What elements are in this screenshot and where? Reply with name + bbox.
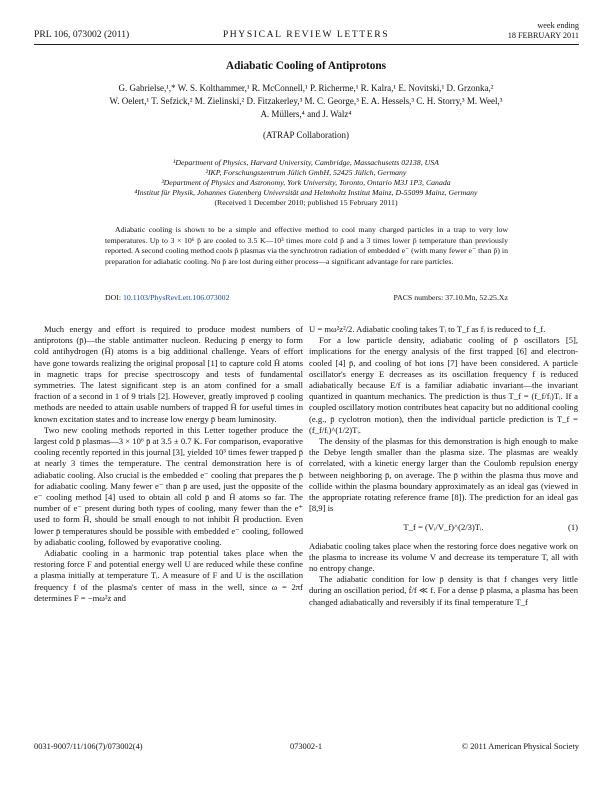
body-paragraph: Adiabatic cooling takes place when the restoring force does negative work on the plasma to increase its volume V and decrease its temperature T, all with no entropy change. [309, 540, 578, 574]
doi-label: DOI: [105, 293, 122, 302]
page-number: 073002-1 [289, 742, 323, 751]
body-column-right [309, 324, 578, 608]
body-paragraph: For a low particle density, adiabatic cooling of p̄ oscillators [5], implications for the energy analysis of the first trapped [6] and electron-cooled [4] p̄, and cooling of hot ions [7] have been considered. A particle oscillator's energy E decreases as its oscillation frequency f is reduced adiabatically because E/f is a familiar adiabatic invariant—the invariant quantized in quantum mechanics. The prediction is thus T_f = (f_f/fᵢ)Tᵢ. If a coupled oscillatory motion contributes heat capacity but no additional cooling (e.g., p̄ cyclotron motion), then the individual particle prediction is T_f = (f_f/fᵢ)^(1/2)Tᵢ. [309, 335, 578, 435]
body-paragraph-continued: U = mω²z²/2. Adiabatic cooling takes Tᵢ to T_f as fᵢ is reduced to f_f. [309, 324, 546, 334]
affiliation-2: ²IKP, Forschungszentrum Jülich GmbH, 52425 Jülich, Germany [205, 167, 407, 177]
author-line-3: A. Müllers,⁴ and J. Walz⁴ [260, 108, 352, 119]
pacs-numbers: PACS numbers: 37.10.Mn, 52.25.Xz [393, 293, 508, 302]
abstract-text: Adiabatic cooling is shown to be a simple and effective method to cool many charged particles in a trap to very low temperatures. Up to 3 × 10⁶ p̄ are cooled to 3.5 K—10³ times more cold p̄ and a 3 times lower p̄ temperature than previously reported. A second cooling method cools p̄ plasmas via the synchrotron radiation of embedded e⁻ (with many fewer e⁻ than p̄) in preparation for adiabatic cooling. No p̄ are lost during either process—a significant advantage for rare particles. [105, 225, 508, 266]
body-paragraph: The adiabatic condition for low p̄ density is that f changes very little during an oscillation period, ḟ/f ≪ f. For a dense p̄ plasma, a plasma has been changed adiabatically and reversibly if its final temperature T_f [309, 574, 578, 607]
equation-1 [309, 522, 578, 533]
issue-date [508, 21, 579, 40]
header-rule [34, 44, 579, 45]
body-paragraph: Two new cooling methods reported in this Letter together produce the largest cold p̄ plasmas—3 × 10⁶ p̄ at 3.5 ± 0.7 K. For comparison, evaporative cooling recently reported in this journal [3], yielded 10³ times fewer trapped p̄ at nearly 3 times the temperature. The central demonstration here is of adiabatic cooling. Also crucial is the embedded e⁻ cooling that prepares the p̄ for adiabatic cooling. Many fewer e⁻ than p̄ are used, just the opposite of the e⁻ cooling method [4] used to obtain all cold p̄ and H̄ atoms so far. The number of e⁻ present during both types of cooling, many fewer than the e⁺ used to form H̄, should be small enough to not inhibit H̄ production. Even lower p̄ temperatures should be possible with embedded e⁻ cooling, followed by adiabatic cooling, followed by evaporative cooling. [34, 424, 303, 547]
author-line-1: G. Gabrielse,¹,* W. S. Kolthammer,¹ R. McConnell,¹ P. Richerme,¹ R. Kalra,¹ E. Novitski,¹ D. Grzonka,² [118, 83, 494, 93]
journal-name: PHYSICAL REVIEW LETTERS [222, 29, 390, 40]
equation-text: T_f = (Vᵢ/V_f)^(2/3)Tᵢ. [403, 522, 484, 533]
issue-line-2: 18 FEBRUARY 2011 [507, 30, 579, 40]
issue-line-1: week ending [537, 21, 579, 30]
author-list [50, 82, 562, 120]
journal-reference: PRL 106, 073002 (2011) [34, 29, 130, 40]
received-dates: (Received 1 December 2010; published 15 February 2011) [214, 197, 398, 207]
body-paragraph: Adiabatic cooling in a harmonic trap potential takes place when the restoring force F and potential energy well U are reduced while these confine a plasma initially at temperature Tᵢ. A measure of F and U is the oscillation frequency f of the plasma's center of mass in the well, since ω = 2πf determines F = −mω²z and [34, 548, 303, 603]
affiliation-4: ⁴Institut für Physik, Johannes Gutenberg Universität and Helmholtz Institut Mainz, D-55099 Mainz, Germany [134, 187, 478, 197]
doi-line [105, 293, 229, 302]
paper-title: Adiabatic Cooling of Antiprotons [225, 60, 387, 72]
doi-link[interactable]: 10.1103/PhysRevLett.106.073002 [122, 293, 230, 302]
equation-number: (1) [567, 522, 578, 533]
author-line-2: W. Oelert,¹ T. Sefzick,² M. Zielinski,² D. Fitzakerley,³ M. C. George,³ E. A. Hessels,³ C. H. Storry,³ M. Weel,³ [109, 95, 503, 106]
collaboration-name: (ATRAP Collaboration) [263, 130, 349, 140]
body-column-left [34, 324, 303, 604]
abstract [105, 225, 508, 267]
affiliation-1: ¹Department of Physics, Harvard University, Cambridge, Massachusetts 02138, USA [173, 158, 439, 167]
body-paragraph: Much energy and effort is required to produce modest numbers of antiprotons (p̄)—the stable antimatter nucleon. Reducing p̄ energy to form cold antihydrogen (H̄) atoms is a big additional challenge. Years of effort have gone towards realizing the original proposal [1] to capture cold H̄ atoms in magnetic traps for precise spectroscopy and tests of fundamental symmetries. The latest significant step is an atom confined for a small fraction of a second in 1 of 9 trials [2]. However, greatly improved p̄ cooling methods are needed to attain usable numbers of trapped H̄ for useful times in known excitation states and to increase low energy p̄ beam luminosity. [34, 324, 303, 424]
footer-code: 0031-9007/11/106(7)/073002(4) [34, 742, 143, 751]
copyright: © 2011 American Physical Society [461, 742, 579, 751]
affiliations [20, 158, 592, 208]
body-paragraph: The density of the plasmas for this demonstration is high enough to make the Debye length smaller than the plasma size. The plasmas are weakly correlated, with a kinetic energy larger than the Coulomb repulsion energy between neighboring p̄, on average. The p̄ within the plasma thus move and collide within the plasma boundary approximately as an ideal gas (viewed in the appropriate rotating reference frame [8]). The prediction for an ideal gas [8,9] is [309, 436, 578, 514]
affiliation-3: ³Department of Physics and Astronomy, York University, Toronto, Ontario M3J 1P3, Canada [161, 177, 451, 187]
